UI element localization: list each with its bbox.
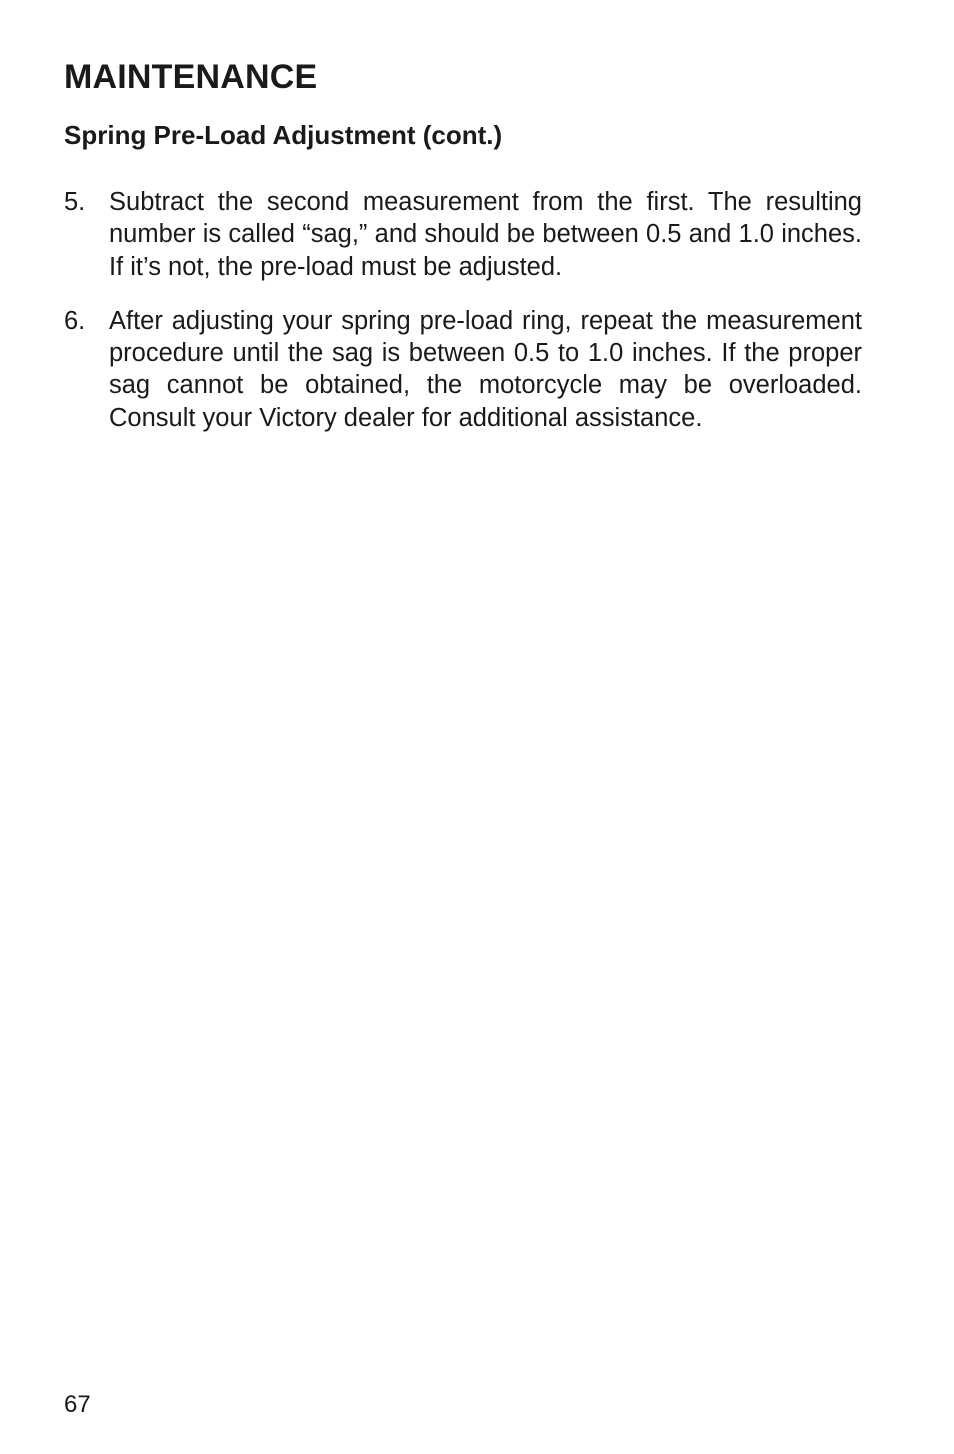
step-number: 6.: [64, 306, 86, 335]
step-number: 5.: [64, 188, 86, 216]
page-number: 67: [64, 1391, 91, 1418]
step-text: Subtract the second measurement from the first. The resulting number is called “sag,” and should be between 0.5 and 1.0 inches. If it’s not, the pre-load must be adjusted.: [109, 188, 862, 281]
step-text: After adjusting your spring pre-load ring, repeat the measurement procedure until the sag is between 0.5 to 1.0 inches. If the proper sag cannot be obtained, the motorcycle may be overloaded. Consult your Victory dealer for additional assistance.: [109, 306, 862, 432]
subsection-title: Spring Pre-Load Adjustment (cont.): [64, 120, 503, 150]
procedure-steps: [64, 186, 862, 434]
section-title: MAINTENANCE: [64, 58, 318, 96]
step-5: [64, 186, 862, 283]
step-6: [64, 305, 862, 434]
